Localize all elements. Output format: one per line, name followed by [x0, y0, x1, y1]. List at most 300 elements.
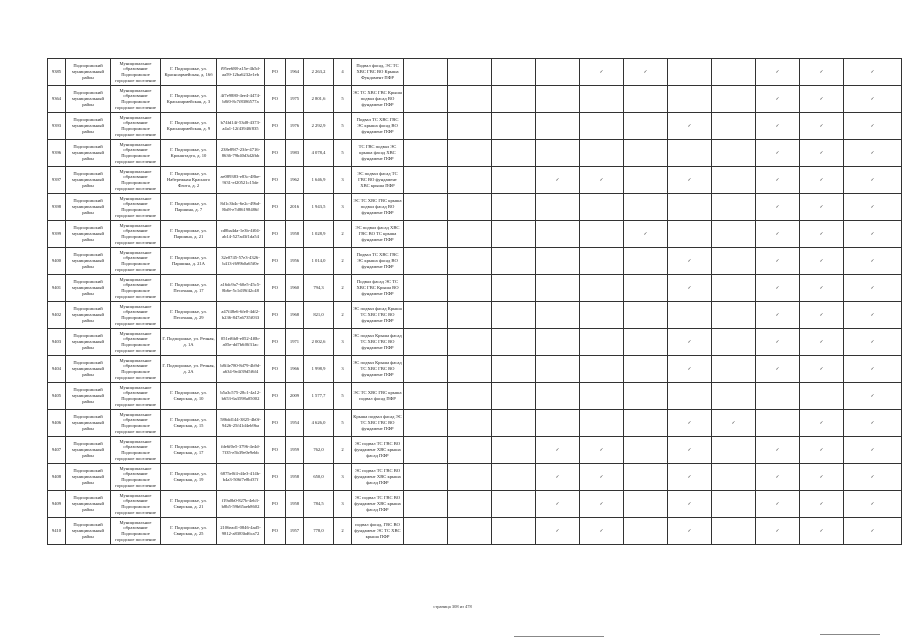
empty-cell [624, 248, 668, 275]
check-mark-cell: ✓ [800, 464, 844, 491]
cell-year: 1976 [286, 113, 304, 140]
empty-cell [448, 113, 492, 140]
cell-area: 2 292,9 [304, 113, 334, 140]
cell-area: 784,5 [304, 491, 334, 518]
cell-district: Подпорожский муниципальный район [66, 410, 111, 437]
cell-form: РО [265, 221, 286, 248]
cell-guid: 8d1c3b4c-6e2c-49bd-8bf8-e7d86198486f [217, 194, 265, 221]
check-mark-cell: ✓ [756, 194, 800, 221]
table-row [48, 113, 902, 140]
check-mark-cell: ✓ [800, 221, 844, 248]
cell-year: 1971 [286, 329, 304, 356]
cell-address: Г. Подпорожье, ул. Красноармейская, д. 16б [161, 59, 217, 86]
check-mark-cell: ✓ [756, 167, 800, 194]
empty-cell [712, 518, 756, 545]
empty-cell [624, 464, 668, 491]
table-row [48, 140, 902, 167]
cell-works: ЭС подвал ТС ГВС ВО фундамент ХВС крыша фасад ПФР [352, 491, 404, 518]
empty-cell [404, 113, 448, 140]
cell-guid: b8f4e780-8d79-4b9d-a634-9e4f39d5f6f4 [217, 356, 265, 383]
empty-cell [580, 113, 624, 140]
cell-address: Г. Подпорожье, ул. Речная, д. 1А [161, 329, 217, 356]
cell-id: 9401 [48, 275, 66, 302]
empty-cell [756, 410, 800, 437]
empty-cell [448, 437, 492, 464]
cell-district: Подпорожский муниципальный район [66, 356, 111, 383]
empty-cell [580, 221, 624, 248]
cell-n: 3 [334, 329, 352, 356]
cell-id: 9403 [48, 329, 66, 356]
cell-area: 1 998,9 [304, 356, 334, 383]
cell-id: 9393 [48, 113, 66, 140]
empty-cell [800, 383, 844, 410]
check-mark-cell: ✓ [800, 113, 844, 140]
cell-n: 3 [334, 356, 352, 383]
empty-cell [580, 248, 624, 275]
cell-id: 9400 [48, 248, 66, 275]
cell-form: РО [265, 356, 286, 383]
cell-id: 9398 [48, 194, 66, 221]
check-mark-cell: ✓ [844, 221, 902, 248]
cell-guid: a47f48e6-6fe0-4df2-b236-847a6735f033 [217, 302, 265, 329]
cell-works: Подвал фасад, ЭС ТС ХВС ГВС ВО Крыша Фундамент ПФР [352, 59, 404, 86]
empty-cell [668, 86, 712, 113]
cell-guid: 238e89f7-23fe-4716-8636-79b40d3d2fbb [217, 140, 265, 167]
check-mark-cell: ✓ [668, 167, 712, 194]
empty-cell [668, 194, 712, 221]
cell-address: Г. Подпорожье, ул. Свирская, д. 25 [161, 518, 217, 545]
empty-cell [404, 410, 448, 437]
check-mark-cell: ✓ [756, 518, 800, 545]
cell-works: ЭС подвал Крыша фасад ТС ХВС ГВС ВО фундамент ПФР [352, 356, 404, 383]
cell-id: 9407 [48, 437, 66, 464]
empty-cell [492, 167, 536, 194]
cell-year: 1957 [286, 518, 304, 545]
cell-settlement: Муниципальное образование Подпорожское городское поселение [111, 491, 161, 518]
empty-cell [580, 410, 624, 437]
table-row [48, 248, 902, 275]
empty-cell [448, 167, 492, 194]
cell-settlement: Муниципальное образование Подпорожское городское поселение [111, 329, 161, 356]
cell-address: Г. Подпорожье, ул. Свирская, д. 21 [161, 491, 217, 518]
check-mark-cell: ✓ [712, 410, 756, 437]
cell-settlement: Муниципальное образование Подпорожское городское поселение [111, 302, 161, 329]
cell-id: 9402 [48, 302, 66, 329]
cell-district: Подпорожский муниципальный район [66, 383, 111, 410]
empty-cell [404, 275, 448, 302]
cell-district: Подпорожский муниципальный район [66, 329, 111, 356]
empty-cell [580, 329, 624, 356]
empty-cell [712, 464, 756, 491]
cell-area: 1 577,7 [304, 383, 334, 410]
empty-cell [712, 383, 756, 410]
empty-cell [404, 59, 448, 86]
check-mark-cell: ✓ [844, 113, 902, 140]
empty-cell [404, 221, 448, 248]
empty-cell [624, 437, 668, 464]
cell-works: подвал фасад, ГВС ВО фундамент ЭС ТС ХВС крыша ПФР [352, 518, 404, 545]
cell-works: ЭС подвал ТС ГВС ВО фундамент ХВС крыша фасад ПФР [352, 464, 404, 491]
cell-n: 5 [334, 113, 352, 140]
empty-cell [624, 302, 668, 329]
cell-year: 1983 [286, 140, 304, 167]
empty-cell [712, 329, 756, 356]
cell-n: 4 [334, 59, 352, 86]
empty-cell [404, 383, 448, 410]
empty-cell [624, 194, 668, 221]
cell-id: 9396 [48, 140, 66, 167]
cell-form: РО [265, 329, 286, 356]
empty-cell [712, 221, 756, 248]
cell-n: 2 [334, 302, 352, 329]
check-mark-cell: ✓ [800, 437, 844, 464]
empty-cell [536, 59, 580, 86]
check-mark-cell: ✓ [580, 518, 624, 545]
cell-area: 1 943,5 [304, 194, 334, 221]
empty-cell [492, 59, 536, 86]
empty-cell [492, 491, 536, 518]
cell-settlement: Муниципальное образование Подпорожское городское поселение [111, 113, 161, 140]
cell-works: Подвал ТС ХВС ГВС ЭС крыша фасад ВО фундамент ПФР [352, 113, 404, 140]
empty-cell [536, 410, 580, 437]
check-mark-cell: ✓ [844, 383, 902, 410]
check-mark-cell: ✓ [844, 86, 902, 113]
check-mark-cell: ✓ [668, 410, 712, 437]
check-mark-cell: ✓ [800, 167, 844, 194]
cell-form: РО [265, 410, 286, 437]
cell-address: Г. Подпорожье, ул. Паршина, д. 21А [161, 248, 217, 275]
empty-cell [712, 302, 756, 329]
cell-address: Г. Подпорожье, ул. Паршина, д. 7 [161, 194, 217, 221]
cell-n: 5 [334, 410, 352, 437]
empty-cell [668, 302, 712, 329]
empty-cell [668, 221, 712, 248]
check-mark-cell: ✓ [800, 302, 844, 329]
cell-district: Подпорожский муниципальный район [66, 248, 111, 275]
table-row [48, 356, 902, 383]
cell-works: Подвал ТС ХВС ГВС ЭС крыша фасад ВО фундамент ПФР [352, 248, 404, 275]
empty-cell [536, 221, 580, 248]
register-table [47, 58, 902, 545]
cell-guid: 4f7e9880-4ee4-4474-b8f0-8c7f8386577a [217, 86, 265, 113]
empty-cell [712, 275, 756, 302]
cell-address: Г. Подпорожье, ул. Красноармейская, д. 9 [161, 113, 217, 140]
check-mark-cell: ✓ [624, 221, 668, 248]
empty-cell [580, 194, 624, 221]
cell-guid: 32e0745-57e3-4326-b413-f699b0a65f0e [217, 248, 265, 275]
check-mark-cell: ✓ [536, 518, 580, 545]
cell-guid: ae089383-e83c-48be-9f31-ef20521c15de [217, 167, 265, 194]
cell-settlement: Муниципальное образование Подпорожское городское поселение [111, 194, 161, 221]
empty-cell [624, 518, 668, 545]
check-mark-cell: ✓ [800, 491, 844, 518]
empty-cell [624, 356, 668, 383]
cell-form: РО [265, 302, 286, 329]
check-mark-cell: ✓ [580, 437, 624, 464]
cell-works: Подвал фасад ЭС ТС ХВС ГВС Крыша ВО фундамент ПФР [352, 275, 404, 302]
cell-id: 9364 [48, 86, 66, 113]
check-mark-cell: ✓ [668, 248, 712, 275]
cell-n: 2 [334, 518, 352, 545]
cell-year: 1966 [286, 356, 304, 383]
empty-cell [492, 194, 536, 221]
cell-year: 2016 [286, 194, 304, 221]
cell-address: Г. Подпорожье, ул. Паршина, д. 21 [161, 221, 217, 248]
check-mark-cell: ✓ [536, 437, 580, 464]
empty-cell [404, 140, 448, 167]
empty-cell [448, 86, 492, 113]
empty-cell [624, 86, 668, 113]
empty-cell [712, 113, 756, 140]
check-mark-cell: ✓ [844, 491, 902, 518]
cell-district: Подпорожский муниципальный район [66, 86, 111, 113]
empty-cell [404, 167, 448, 194]
check-mark-cell: ✓ [668, 491, 712, 518]
cell-form: РО [265, 194, 286, 221]
cell-works: ЭС подвал ТС ГВС ВО фундамент ХВС крыша фасад ПФР [352, 437, 404, 464]
table-row [48, 410, 902, 437]
empty-cell [448, 302, 492, 329]
cell-settlement: Муниципальное образование Подпорожское городское поселение [111, 437, 161, 464]
cell-area: 650,0 [304, 464, 334, 491]
cell-id: 9399 [48, 221, 66, 248]
empty-cell [712, 59, 756, 86]
cell-form: РО [265, 437, 286, 464]
cell-form: РО [265, 383, 286, 410]
empty-cell [404, 437, 448, 464]
empty-cell [712, 194, 756, 221]
table-row [48, 86, 902, 113]
cell-works: ЭС подвал фасад ХВС ГВС ВО ТС крыша фундамент ПФР [352, 221, 404, 248]
empty-cell [624, 113, 668, 140]
cell-year: 1975 [286, 86, 304, 113]
check-mark-cell: ✓ [800, 518, 844, 545]
cell-n: 3 [334, 194, 352, 221]
table-row [48, 221, 902, 248]
table-row [48, 464, 902, 491]
check-mark-cell: ✓ [844, 437, 902, 464]
cell-area: 1 646,9 [304, 167, 334, 194]
check-mark-cell: ✓ [668, 329, 712, 356]
check-mark-cell: ✓ [668, 464, 712, 491]
cell-works: ЭС подвал фасад ТС ГВС ВО фундамент ХВС крыша ПФР [352, 167, 404, 194]
cell-year: 1960 [286, 275, 304, 302]
cell-district: Подпорожский муниципальный район [66, 113, 111, 140]
check-mark-cell: ✓ [536, 464, 580, 491]
check-mark-cell: ✓ [844, 59, 902, 86]
cell-area: 4 626,0 [304, 410, 334, 437]
cell-n: 3 [334, 464, 352, 491]
cell-year: 1958 [286, 464, 304, 491]
cell-form: РО [265, 464, 286, 491]
cell-address: Г. Подпорожье, ул. Речная, д. 2А [161, 356, 217, 383]
cell-settlement: Муниципальное образование Подпорожское городское поселение [111, 383, 161, 410]
check-mark-cell: ✓ [756, 437, 800, 464]
empty-cell [448, 383, 492, 410]
scan-artifact-line [820, 634, 880, 635]
empty-cell [580, 86, 624, 113]
check-mark-cell: ✓ [756, 221, 800, 248]
cell-settlement: Муниципальное образование Подпорожское городское поселение [111, 86, 161, 113]
cell-year: 1964 [286, 59, 304, 86]
table-row [48, 59, 902, 86]
empty-cell [580, 302, 624, 329]
cell-form: РО [265, 167, 286, 194]
cell-guid: 586dd144-3825-4b0f-9426-25f41d4eb9ba [217, 410, 265, 437]
cell-guid: fde6f0e5-3796-4e4d-7f35-e5b39e0e9ebb [217, 437, 265, 464]
check-mark-cell: ✓ [844, 356, 902, 383]
cell-address: Г. Подпорожье, ул. Песочная, д. 17 [161, 275, 217, 302]
cell-form: РО [265, 275, 286, 302]
check-mark-cell: ✓ [624, 59, 668, 86]
cell-area: 821,0 [304, 302, 334, 329]
check-mark-cell: ✓ [580, 464, 624, 491]
cell-address: Г. Подпорожье, ул. Свирская, д. 19 [161, 464, 217, 491]
table-row [48, 329, 902, 356]
check-mark-cell: ✓ [536, 491, 580, 518]
cell-works: ЭС ТС ХВС ГВС Крыша подвал фасад ВО фундамент ПФР [352, 86, 404, 113]
cell-settlement: Муниципальное образование Подпорожское городское поселение [111, 464, 161, 491]
empty-cell [712, 167, 756, 194]
cell-works: Крыша подвал фасад ЭС ТС ХВС ГВС ВО фундамент ПФР [352, 410, 404, 437]
check-mark-cell: ✓ [756, 491, 800, 518]
page-footer: страница 308 из 478 [433, 604, 472, 609]
cell-guid: 051ef6b8-e052-4f0b-a05e-dd7b6f0f31ac [217, 329, 265, 356]
cell-address: Г. Подпорожье, ул. Красноармейская, д. 3 [161, 86, 217, 113]
cell-area: 2 801,6 [304, 86, 334, 113]
empty-cell [492, 356, 536, 383]
cell-guid: 2106ead1-0846-4ad5-9812-a8383bd6ca72 [217, 518, 265, 545]
check-mark-cell: ✓ [800, 410, 844, 437]
empty-cell [624, 410, 668, 437]
check-mark-cell: ✓ [844, 140, 902, 167]
cell-settlement: Муниципальное образование Подпорожское городское поселение [111, 410, 161, 437]
empty-cell [624, 329, 668, 356]
cell-form: РО [265, 248, 286, 275]
cell-area: 4 078,4 [304, 140, 334, 167]
empty-cell [404, 86, 448, 113]
cell-district: Подпорожский муниципальный район [66, 437, 111, 464]
cell-n: 5 [334, 383, 352, 410]
empty-cell [404, 464, 448, 491]
check-mark-cell: ✓ [668, 113, 712, 140]
cell-district: Подпорожский муниципальный район [66, 59, 111, 86]
check-mark-cell: ✓ [756, 356, 800, 383]
cell-settlement: Муниципальное образование Подпорожское городское поселение [111, 518, 161, 545]
check-mark-cell: ✓ [844, 329, 902, 356]
check-mark-cell: ✓ [844, 248, 902, 275]
empty-cell [492, 86, 536, 113]
table-row [48, 518, 902, 545]
empty-cell [712, 356, 756, 383]
empty-cell [536, 113, 580, 140]
cell-n: 2 [334, 248, 352, 275]
cell-id: 9405 [48, 383, 66, 410]
check-mark-cell: ✓ [844, 194, 902, 221]
cell-settlement: Муниципальное образование Подпорожское городское поселение [111, 221, 161, 248]
cell-n: 5 [334, 140, 352, 167]
empty-cell [404, 329, 448, 356]
cell-district: Подпорожский муниципальный район [66, 518, 111, 545]
cell-district: Подпорожский муниципальный район [66, 491, 111, 518]
empty-cell [404, 302, 448, 329]
check-mark-cell: ✓ [800, 275, 844, 302]
check-mark-cell: ✓ [844, 410, 902, 437]
table-row [48, 194, 902, 221]
check-mark-cell: ✓ [536, 167, 580, 194]
cell-year: 1962 [286, 167, 304, 194]
check-mark-cell: ✓ [800, 194, 844, 221]
check-mark-cell: ✓ [580, 167, 624, 194]
empty-cell [624, 167, 668, 194]
cell-guid: b5a3c575-28c1-4a12-b653-6a3598a05002 [217, 383, 265, 410]
empty-cell [624, 140, 668, 167]
empty-cell [404, 248, 448, 275]
table-row [48, 383, 902, 410]
empty-cell [536, 140, 580, 167]
cell-id: 9410 [48, 518, 66, 545]
empty-cell [712, 86, 756, 113]
check-mark-cell: ✓ [844, 167, 902, 194]
empty-cell [492, 248, 536, 275]
cell-id: 9397 [48, 167, 66, 194]
check-mark-cell: ✓ [756, 86, 800, 113]
check-mark-cell: ✓ [844, 518, 902, 545]
cell-guid: cd8ba4da-1e3b-4f04-ab14-527ad3f1da54 [217, 221, 265, 248]
check-mark-cell: ✓ [756, 302, 800, 329]
cell-id: 9406 [48, 410, 66, 437]
empty-cell [492, 410, 536, 437]
cell-year: 1959 [286, 437, 304, 464]
empty-cell [536, 356, 580, 383]
empty-cell [448, 410, 492, 437]
cell-address: Г. Подпорожье, ул. Кронштадта, д. 10 [161, 140, 217, 167]
cell-form: РО [265, 113, 286, 140]
cell-id: 9409 [48, 491, 66, 518]
cell-form: РО [265, 140, 286, 167]
cell-guid: f95ee688-a15e-4b5d-aa59-12ba6232e1eb [217, 59, 265, 86]
cell-n: 3 [334, 167, 352, 194]
empty-cell [404, 356, 448, 383]
cell-guid: 6875e0f4-d4e3-414b-b4a3-506f7e8bf37f [217, 464, 265, 491]
empty-cell [624, 383, 668, 410]
cell-settlement: Муниципальное образование Подпорожское городское поселение [111, 59, 161, 86]
empty-cell [448, 59, 492, 86]
empty-cell [448, 275, 492, 302]
cell-id: 9404 [48, 356, 66, 383]
empty-cell [580, 356, 624, 383]
cell-year: 1968 [286, 302, 304, 329]
empty-cell [448, 221, 492, 248]
empty-cell [492, 518, 536, 545]
empty-cell [712, 140, 756, 167]
check-mark-cell: ✓ [756, 329, 800, 356]
check-mark-cell: ✓ [800, 86, 844, 113]
empty-cell [492, 113, 536, 140]
check-mark-cell: ✓ [800, 248, 844, 275]
check-mark-cell: ✓ [756, 113, 800, 140]
check-mark-cell: ✓ [668, 275, 712, 302]
register-table-body [48, 59, 902, 545]
cell-works: ТС ГВС подвал ЭС крыша фасад ХВС фундамент ПФР [352, 140, 404, 167]
table-row [48, 302, 902, 329]
empty-cell [492, 464, 536, 491]
empty-cell [536, 86, 580, 113]
empty-cell [536, 194, 580, 221]
cell-district: Подпорожский муниципальный район [66, 464, 111, 491]
check-mark-cell: ✓ [756, 59, 800, 86]
cell-year: 1958 [286, 221, 304, 248]
